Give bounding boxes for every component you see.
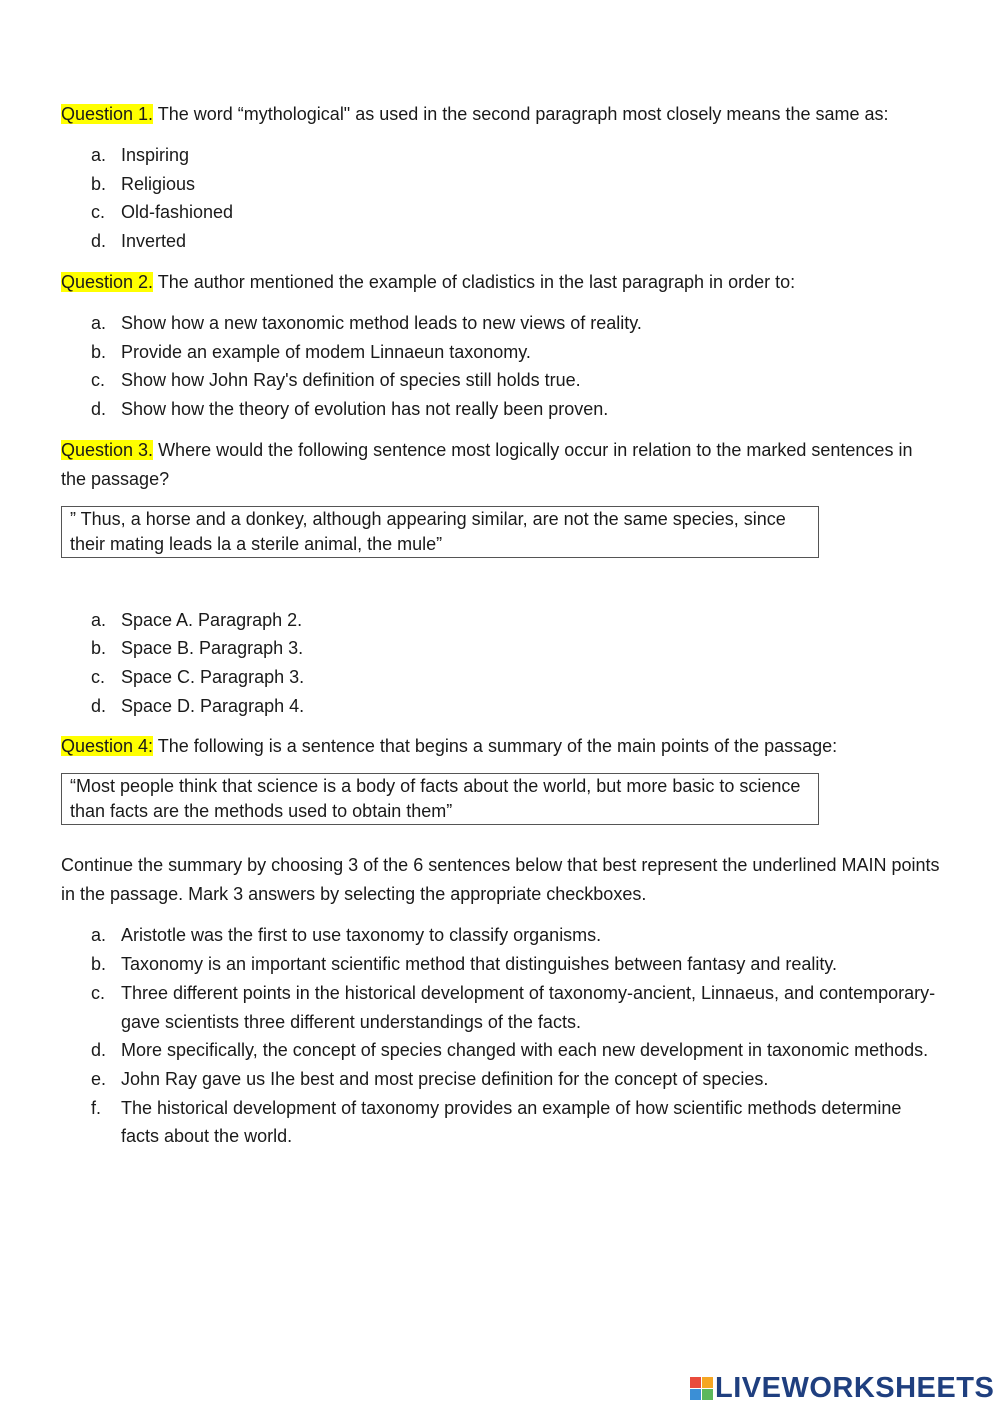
option-text: Aristotle was the first to use taxonomy to classify organisms. — [121, 925, 602, 946]
option-text: Space A. Paragraph 2. — [121, 609, 303, 630]
option-letter: c. — [91, 370, 106, 391]
worksheet-page — [61, 100, 941, 1163]
option-letter: a. — [91, 609, 107, 630]
question-2-option-b[interactable] — [61, 338, 941, 367]
option-letter: c. — [91, 667, 106, 688]
option-text: Space B. Paragraph 3. — [121, 638, 304, 659]
option-text: Inspiring — [121, 145, 190, 165]
question-4-option-d[interactable] — [61, 1036, 941, 1065]
question-4-option-e[interactable] — [61, 1065, 941, 1094]
question-2-options — [61, 309, 941, 424]
question-4-label: Question 4: — [61, 736, 154, 757]
spacer — [61, 570, 941, 606]
option-text: Inverted — [121, 231, 187, 252]
question-2 — [61, 268, 941, 297]
option-text: John Ray gave us Ihe best and most precise definition for the concept of species. — [121, 1068, 769, 1089]
option-letter: d. — [91, 231, 107, 252]
question-1-label: Question 1. — [61, 104, 154, 124]
logo-mark-icon — [690, 1377, 713, 1400]
question-3-quote-box: ” Thus, a horse and a donkey, although appearing similar, are not the same species, since their mating leads la a sterile animal, the mule” — [61, 506, 819, 558]
question-1-options — [61, 141, 941, 256]
option-letter: c. — [91, 202, 106, 223]
question-3-options — [61, 606, 941, 721]
question-1-option-b[interactable] — [61, 170, 941, 199]
question-2-text: The author mentioned the example of cladistics in the last paragraph in order to: — [153, 271, 796, 292]
question-4 — [61, 732, 941, 761]
question-3-text: Where would the following sentence most logically occur in relation to the marked sentences in the passage? — [61, 439, 913, 489]
question-3-option-b[interactable] — [61, 634, 941, 663]
option-text: The historical development of taxonomy provides an example of how scientific methods determine facts about the world. — [121, 1097, 902, 1147]
option-letter: e. — [91, 1068, 107, 1089]
question-1 — [61, 100, 941, 129]
option-letter: a. — [91, 145, 107, 165]
option-text: Provide an example of modem Linnaeun taxonomy. — [121, 341, 531, 362]
question-4-instruction: Continue the summary by choosing 3 of the 6 sentences below that best represent the underlined MAIN points in the passage. Mark 3 answers by selecting the appropriate checkboxes. — [61, 855, 940, 905]
question-3-label: Question 3. — [61, 439, 154, 460]
question-3-option-a[interactable] — [61, 606, 941, 635]
logo-cell — [702, 1389, 713, 1400]
question-1-option-c[interactable] — [61, 198, 941, 227]
question-4-option-a[interactable] — [61, 921, 941, 950]
option-text: Show how John Ray's definition of species still holds true. — [121, 370, 581, 391]
option-letter: d. — [91, 695, 107, 716]
option-text: Religious — [121, 173, 196, 194]
option-text: Old-fashioned — [121, 202, 234, 223]
question-3-option-c[interactable] — [61, 663, 941, 692]
option-letter: f. — [91, 1097, 102, 1118]
logo-cell — [690, 1389, 701, 1400]
question-4-option-c[interactable] — [61, 979, 941, 1036]
option-letter: b. — [91, 173, 107, 194]
option-letter: a. — [91, 312, 107, 333]
option-letter: c. — [91, 982, 106, 1003]
option-letter: a. — [91, 925, 107, 946]
question-2-option-c[interactable] — [61, 366, 941, 395]
question-1-text: The word “mythological" as used in the second paragraph most closely means the same as: — [153, 104, 889, 124]
option-letter: b. — [91, 341, 107, 362]
question-4-option-b[interactable] — [61, 950, 941, 979]
question-3 — [61, 436, 941, 494]
question-2-option-d[interactable] — [61, 395, 941, 424]
option-text: Space C. Paragraph 3. — [121, 667, 305, 688]
question-4-options — [61, 921, 941, 1151]
logo-cell — [702, 1377, 713, 1388]
question-4-option-f[interactable] — [61, 1094, 941, 1151]
logo-text: LIVEWORKSHEETS — [715, 1372, 995, 1404]
option-text: Space D. Paragraph 4. — [121, 695, 305, 716]
option-text: Show how a new taxonomic method leads to new views of reality. — [121, 312, 642, 333]
question-4-quote-box: “Most people think that science is a body of facts about the world, but more basic to science than facts are the methods used to obtain them” — [61, 773, 819, 825]
question-1-option-a[interactable] — [61, 141, 941, 170]
question-2-option-a[interactable] — [61, 309, 941, 338]
spacer — [61, 837, 941, 851]
logo-cell — [690, 1377, 701, 1388]
question-2-label: Question 2. — [61, 271, 154, 292]
option-text: Three different points in the historical development of taxonomy-ancient, Linnaeus, and contemporary-gave scientists three different understandings of the facts. — [121, 982, 936, 1032]
option-letter: b. — [91, 954, 107, 975]
question-4-text: The following is a sentence that begins a summary of the main points of the passage: — [153, 736, 838, 757]
option-letter: d. — [91, 398, 107, 419]
option-letter: b. — [91, 638, 107, 659]
option-text: Taxonomy is an important scientific method that distinguishes between fantasy and reality. — [121, 954, 838, 975]
question-3-option-d[interactable] — [61, 692, 941, 721]
liveworksheets-logo[interactable] — [690, 1372, 994, 1405]
option-text: Show how the theory of evolution has not really been proven. — [121, 398, 609, 419]
option-letter: d. — [91, 1040, 107, 1061]
question-1-option-d[interactable] — [61, 227, 941, 256]
option-text: More specifically, the concept of species changed with each new development in taxonomic methods. — [121, 1040, 929, 1061]
